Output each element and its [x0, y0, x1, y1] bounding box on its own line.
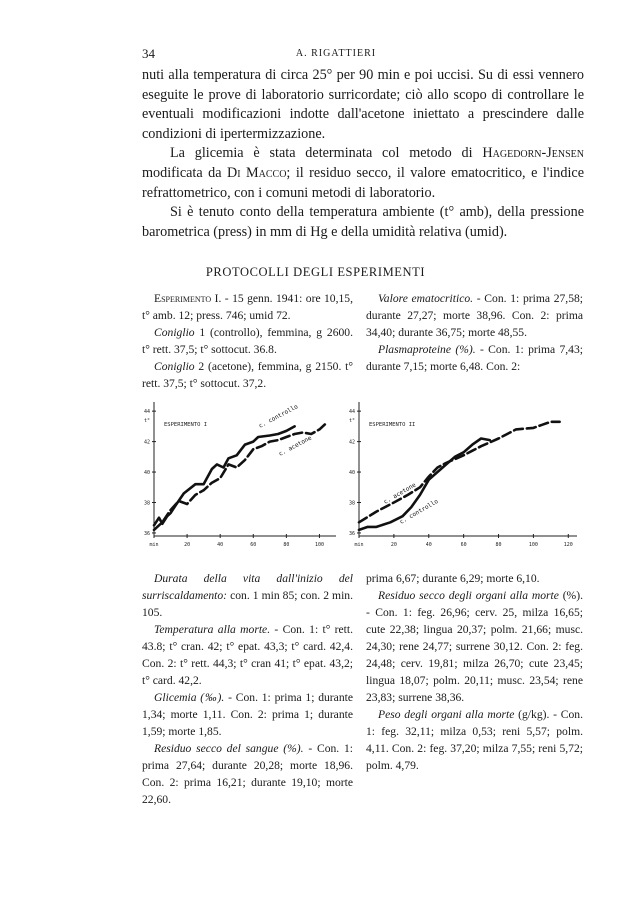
x-tick-label: 20	[184, 542, 191, 548]
survival-paragraph	[142, 570, 353, 621]
chart-title: ESPERIMENTO I	[164, 422, 208, 428]
y-tick-label: 36	[143, 530, 150, 537]
x-tick-label: 60	[460, 542, 467, 548]
p2-c: ; il residuo secco, il valore ematocritico, e l'indice refrattometrico, con i comuni metodi di laboratorio.	[142, 164, 584, 201]
y-axis-label: t°	[348, 417, 355, 424]
intro-paragraph-3: Si è tenuto conto della temperatura ambiente (t° amb), della pressione barometrica (press) in mm di Hg e della umidità relativa (umid).	[142, 204, 584, 240]
x-tick-label: 40	[217, 542, 224, 548]
plasma-continuation: prima 6,67; durante 6,29; morte 6,10.	[366, 572, 540, 585]
page-number: 34	[142, 46, 155, 61]
rabbit-1-label: Coniglio	[154, 326, 195, 339]
chart-esperimento-1	[140, 396, 340, 554]
hematocrit-text: - Con. 1: prima 27,58; durante 27,27; morte 38,96. Con. 2: prima 34,40; durante 36,75; morte 48,55.	[366, 292, 584, 339]
plasma-label: Plasmaproteine (%).	[378, 343, 476, 356]
y-tick-label: 40	[143, 470, 150, 477]
p2-b: modificata da	[142, 164, 227, 181]
x-tick-label: min	[354, 542, 364, 548]
death-temp-paragraph	[142, 621, 353, 689]
left-top-column	[142, 290, 353, 392]
glycemia-text: - Con. 1: prima 1; durante 1,34; morte 1,11. Con. 2: prima 1; durante 1,59; morte 1,85.	[142, 691, 353, 738]
y-tick-label: 44	[348, 409, 355, 416]
y-tick-label: 42	[143, 439, 150, 446]
x-tick-label: min	[149, 542, 159, 548]
series-label: c. acetone	[382, 481, 418, 506]
death-temp-label: Temperatura alla morte.	[154, 623, 271, 636]
experiment-paragraph	[142, 290, 353, 324]
experiment-text: - 15 genn. 1941: ore 10,15, t° amb. 12; press. 746; umid 72.	[142, 292, 353, 322]
section-title: PROTOCOLLI DEGLI ESPERIMENTI	[205, 265, 426, 279]
death-temp-text: - Con. 1: t° rett. 43.8; t° cran. 42; t° epat. 43,3; t° card. 42,4. Con. 2: t° rett. 44,3; t° cran 41; t° epat. 43,2; t° card. 42,2.	[142, 623, 353, 687]
hematocrit-label: Valore ematocritico.	[378, 292, 474, 305]
series-label: c. controllo	[257, 403, 300, 430]
x-tick-label: 80	[283, 542, 290, 548]
series-label: c. acetone	[277, 434, 313, 458]
survival-text: con. 1 min 85; con. 2 min. 105.	[142, 589, 353, 619]
right-bottom-column	[366, 570, 583, 774]
blood-residue-paragraph	[142, 740, 353, 808]
organ-residue-text: (%). - Con. 1: feg. 26,96; cerv. 25, milza 16,65; cute 22,38; lingua 20,37; polm. 21,66; musc. 24,30; rene 24,77; surrene 30,12. Con. 2: feg. 24,48; cerv. 19,81; milza 26,70; cute 23,45; lingua 18,07; polm. 20,11; musc. 23,54; rene 23,83; surrene 38,36.	[366, 589, 583, 704]
y-tick-label: 38	[143, 500, 150, 507]
organ-weight-text: (g/kg). - Con. 1: feg. 32,11; milza 0,53; reni 5,57; polm. 4,11. Con. 2: feg. 37,20; milza 7,55; reni 5,72; polm. 4,79.	[366, 708, 583, 772]
hagedorn-jensen: Hagedorn-Jensen	[482, 145, 584, 162]
y-tick-label: 38	[348, 500, 355, 507]
intro-paragraph-2	[142, 144, 584, 203]
series-label: c. controllo	[398, 497, 440, 526]
chart-title: ESPERIMENTO II	[369, 422, 416, 428]
blood-residue-label: Residuo secco del sangue (%).	[154, 742, 304, 755]
rabbit-2-text: 2 (acetone), femmina, g 2150. t° rett. 37,5; t° sottocut. 37,2.	[142, 360, 353, 390]
y-axis-label: t°	[143, 417, 150, 424]
x-tick-label: 100	[528, 542, 538, 548]
glycemia-label: Glicemia (‰).	[154, 691, 225, 704]
x-tick-label: 120	[563, 542, 573, 548]
intro-paragraph-1: nuti alla temperatura di circa 25° per 90 min e poi uccisi. Su di essi vennero eseguite le prove di laboratorio surricordate; ciò allo scopo di controllare le eventuali modificazioni indotte dall'acetone iniettato a prescindere dalle condizioni di ipertermizzazione.	[142, 67, 584, 142]
survival-label: Durata della vita dall'inizio del surriscaldamento:	[142, 572, 353, 602]
y-tick-label: 44	[143, 409, 150, 416]
experiment-label: Esperimento I.	[154, 292, 222, 305]
chart-esperimento-2	[343, 396, 583, 554]
intro-text	[142, 66, 584, 242]
glycemia-paragraph	[142, 689, 353, 740]
right-top-column	[366, 290, 583, 375]
di-macco: Di Macco	[226, 164, 287, 181]
plasma-text: - Con. 1: prima 7,43; durante 7,15; morte 6,48. Con. 2:	[366, 343, 583, 373]
organ-weight-paragraph	[366, 706, 583, 774]
running-head: A. RIGATTIERI	[295, 48, 377, 59]
x-tick-label: 40	[425, 542, 432, 548]
x-tick-label: 20	[390, 542, 397, 548]
x-tick-label: 100	[314, 542, 324, 548]
p2-a: La glicemia è stata determinata col metodo di	[170, 145, 483, 162]
blood-residue-text: - Con. 1: prima 27,64; durante 20,28; morte 18,96. Con. 2: prima 16,21; durante 19,10; morte 22,60.	[142, 742, 353, 806]
y-tick-label: 36	[348, 530, 355, 537]
x-tick-label: 60	[250, 542, 257, 548]
y-tick-label: 40	[348, 470, 355, 477]
hematocrit-paragraph	[366, 290, 583, 341]
rabbit-1-text: 1 (controllo), femmina, g 2600. t° rett. 37,5; t° sottocut. 36.8.	[142, 326, 353, 356]
left-bottom-column	[142, 570, 353, 808]
rabbit-2-paragraph	[142, 358, 353, 392]
rabbit-1-paragraph	[142, 324, 353, 358]
x-tick-label: 80	[495, 542, 502, 548]
y-tick-label: 42	[348, 439, 355, 446]
series-line-c-acetone	[359, 422, 560, 523]
rabbit-2-label: Coniglio	[154, 360, 195, 373]
organ-residue-paragraph	[366, 587, 583, 706]
organ-residue-label: Residuo secco degli organi alla morte	[378, 589, 559, 602]
organ-weight-label: Peso degli organi alla morte	[378, 708, 515, 721]
plasma-paragraph	[366, 341, 583, 375]
